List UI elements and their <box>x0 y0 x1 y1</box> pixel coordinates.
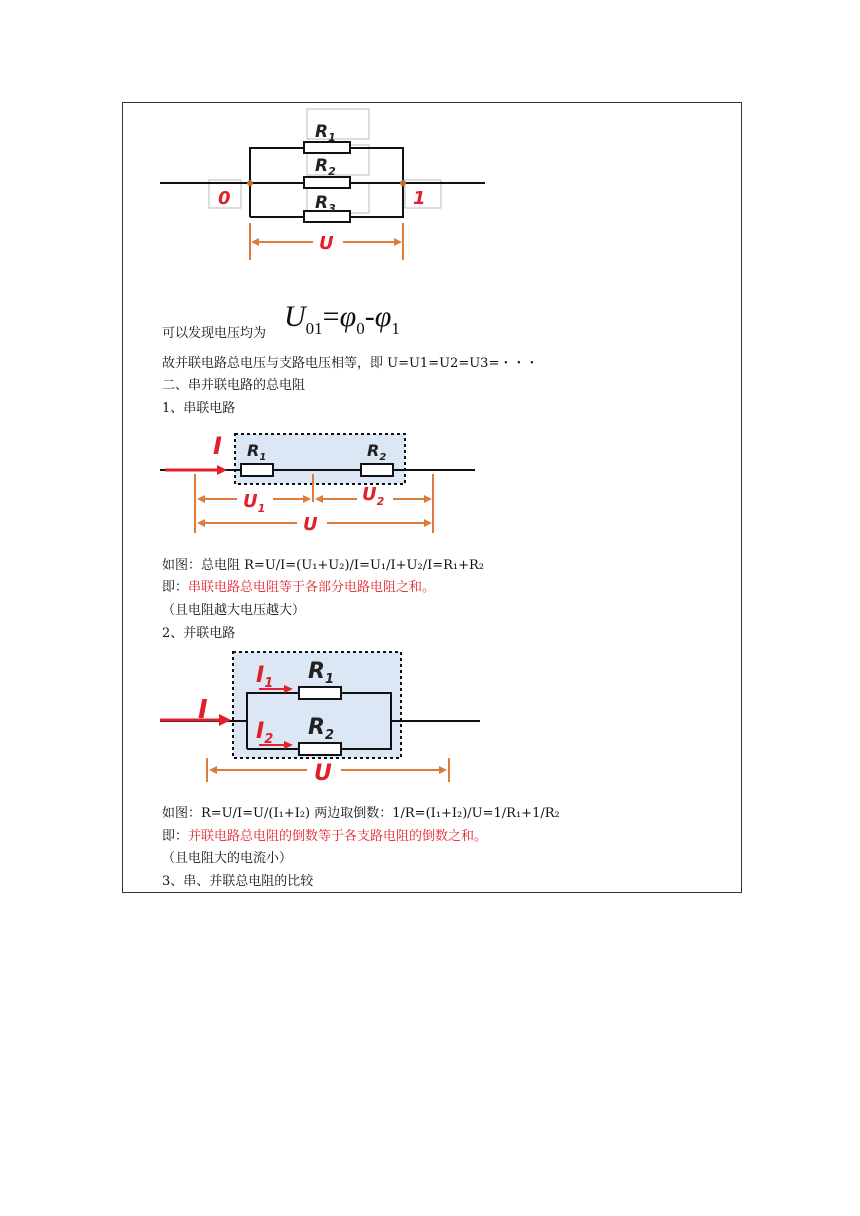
series-rule-red: 串联电路总电阻等于各部分电路电阻之和。 <box>188 580 436 595</box>
resistor-r1-parallel <box>299 687 341 699</box>
formula-u: U <box>284 300 306 333</box>
label-node-0: 0 <box>218 188 231 209</box>
label-r1: $R_1$ <box>315 122 336 144</box>
label-current-i-total: I <box>198 695 208 725</box>
parallel-rule-red: 并联电路总电阻的倒数等于各支路电阻的倒数之和。 <box>188 829 488 844</box>
voltage-formula <box>284 300 400 339</box>
text-line-voltage-equal: 可以发现电压均为 <box>162 326 267 341</box>
label-u1: $U_1$ <box>243 491 266 515</box>
text-line-parallel-conclusion: 故并联电路总电压与支路电压相等，即 U=U1=U2=U3=・・・ <box>162 356 539 371</box>
subheading-series: 1、串联电路 <box>162 401 236 416</box>
series-circuit-diagram <box>155 430 480 535</box>
u1-arrowhead-left <box>197 495 205 503</box>
total-current-arrowhead <box>219 714 231 726</box>
subheading-comparison: 3、串、并联总电阻的比较 <box>162 874 314 889</box>
text-line-series-conclusion <box>162 580 435 596</box>
label-current-i: I <box>213 432 222 460</box>
label-r2-series: $R_2$ <box>367 441 387 463</box>
u2-arrowhead-right <box>424 495 432 503</box>
formula-minus: - <box>364 300 375 333</box>
prefix-ji: 即： <box>162 580 189 595</box>
label-r1-parallel: $R_1$ <box>308 659 334 687</box>
text-line-parallel-formula: 如图：R=U/I=U/(I₁+I₂) 两边取倒数：1/R=(I₁+I₂)/U=1/R₁+1/R₂ <box>162 806 560 821</box>
node-1-dot <box>400 180 406 186</box>
section-heading-total-resistance: 二、串并联电路的总电阻 <box>162 378 306 393</box>
label-r3: $R_3$ <box>315 193 336 215</box>
prefix-ji-2: 即： <box>162 829 189 844</box>
text-line-series-formula: 如图：总电阻 R=U/I=(U₁+U₂)/I=U₁/I+U₂/I=R₁+R₂ <box>162 558 484 573</box>
label-r2-parallel: $R_2$ <box>308 715 334 743</box>
label-u-parallel: U <box>314 761 332 784</box>
label-u2: $U_2$ <box>362 484 385 508</box>
resistor-r1-series <box>241 464 273 476</box>
formula-phi0: φ <box>339 300 357 333</box>
label-u-total-series: U <box>303 514 318 535</box>
resistor-r1 <box>304 142 350 153</box>
label-i2: $I_2$ <box>256 719 274 747</box>
text-line-series-note: （且电阻越大电压越大） <box>162 603 306 618</box>
resistor-r2-parallel <box>299 743 341 755</box>
formula-phi1-sub: 1 <box>391 319 400 338</box>
u-arrowhead-left <box>251 238 259 246</box>
formula-phi1: φ <box>374 300 392 333</box>
parallel-two-resistor-diagram <box>155 648 485 784</box>
text-line-parallel-note: （且电阻大的电流小） <box>162 851 293 866</box>
u1-arrowhead-right <box>303 495 311 503</box>
subheading-parallel: 2、并联电路 <box>162 626 236 641</box>
u-arrowhead-right-parallel <box>439 766 447 774</box>
label-u: U <box>319 233 334 254</box>
u-total-arrowhead-left <box>197 519 205 527</box>
resistor-r2-series <box>361 464 393 476</box>
formula-phi0-sub: 0 <box>356 319 365 338</box>
resistor-r2 <box>304 177 350 188</box>
label-i1: $I_1$ <box>256 663 274 691</box>
text-line-parallel-rule <box>162 829 487 845</box>
parallel-three-resistor-diagram <box>155 105 495 267</box>
u2-arrowhead-left <box>315 495 323 503</box>
node-0-dot <box>247 180 253 186</box>
u-arrowhead-right <box>394 238 402 246</box>
u-total-arrowhead-right <box>424 519 432 527</box>
formula-u-sub: 01 <box>305 319 323 338</box>
label-r1-series: $R_1$ <box>247 441 267 463</box>
u-arrowhead-left-parallel <box>209 766 217 774</box>
formula-equals: = <box>322 300 340 333</box>
label-node-1: 1 <box>413 188 426 209</box>
label-r2: $R_2$ <box>315 156 336 178</box>
current-arrowhead <box>217 465 227 475</box>
